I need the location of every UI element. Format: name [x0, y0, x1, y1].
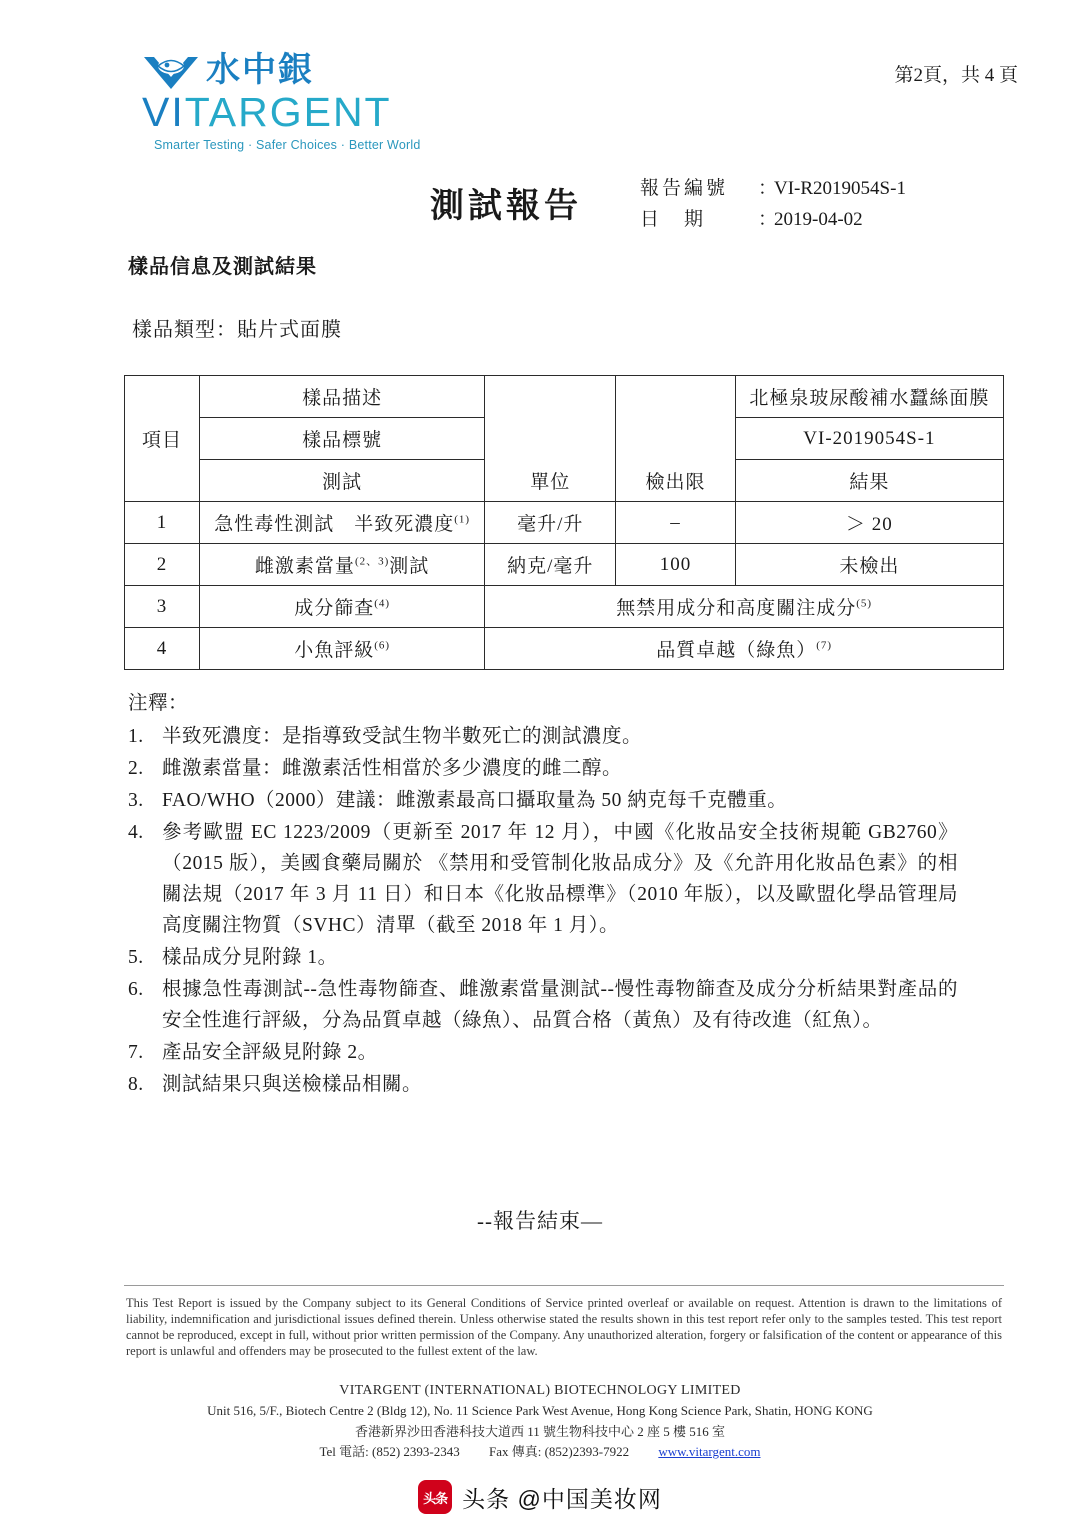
- row-result-text: 品質卓越（綠魚）: [656, 640, 817, 661]
- list-item: [128, 753, 958, 784]
- footer-contact: [0, 1441, 1080, 1460]
- footer-website-link[interactable]: www.vitargent.com: [658, 1444, 761, 1459]
- table-row: [125, 502, 1004, 544]
- logo-chinese-name: 水中銀: [206, 52, 314, 89]
- footer-address-cn: 香港新界沙田香港科技大道西 11 號生物科技中心 2 座 5 樓 516 室: [354, 1424, 726, 1439]
- sample-desc-value: 北極泉玻尿酸補水蠶絲面膜: [735, 376, 1003, 418]
- list-item: [128, 974, 958, 1036]
- report-no-row: [640, 173, 906, 204]
- row-test-sup: (1): [454, 513, 471, 526]
- footer-divider: [124, 1285, 1004, 1286]
- page-title: 測試報告: [430, 188, 582, 225]
- report-no-value: VI-R2019054S-1: [774, 178, 906, 199]
- notes-heading: 注釋：: [128, 693, 189, 714]
- row-result-sup: (7): [816, 639, 833, 652]
- note-text: 測試結果只與送檢樣品相關。: [162, 1074, 423, 1095]
- row-test-tail: 測試: [389, 556, 430, 577]
- list-item: [128, 1069, 958, 1100]
- page-number: 第2頁，共 4 頁: [894, 65, 1018, 86]
- col-item-header: 項目: [125, 376, 200, 502]
- note-number: 6.: [128, 979, 144, 1000]
- section-title: 樣品信息及測試結果: [128, 256, 317, 278]
- row-no: 3: [125, 586, 200, 628]
- report-date-colon: ：: [758, 209, 778, 230]
- note-number: 5.: [128, 947, 144, 968]
- title-row: [0, 178, 1080, 240]
- table-row: [125, 586, 1004, 628]
- row-test-sup: (6): [374, 639, 391, 652]
- report-date-label: 日 期: [640, 209, 707, 230]
- row-result-text: 無禁用成分和高度關注成分: [616, 598, 857, 619]
- report-no-label: 報告編號: [640, 178, 729, 199]
- list-item: [128, 942, 958, 973]
- footer-address-en: Unit 516, 5/F., Biotech Centre 2 (Bldg 12), No. 11 Science Park West Avenue, Hong Kong Science Park, Shatin, HONG KONG: [207, 1403, 873, 1418]
- blank-cell-unit: [485, 376, 616, 418]
- logo-wordmark-prefix: VI: [142, 89, 185, 135]
- row-unit: 納克/毫升: [485, 544, 616, 586]
- row-test: [199, 502, 484, 544]
- row-test-sup: (4): [374, 597, 391, 610]
- logo-wordmark-rest: TARGENT: [184, 89, 392, 135]
- note-text: 參考歐盟 EC 1223/2009（更新至 2017 年 12 月），中國《化妝品安全技術規範 GB2760》（2015 版），美國食藥局關於 《禁用和受管制化妝品成分》及《允許用化妝品色素》的相關法規（2017 年 3 月 11 日）和日本《化妝品標準》（2010 年版），以及歐盟化學品管理局高度關注物質（SVHC）清單（截至 2018 年 1 月）。: [162, 822, 958, 936]
- col-lod-header: 檢出限: [616, 460, 736, 502]
- list-item: [128, 785, 958, 816]
- note-number: 8.: [128, 1074, 144, 1095]
- watermark-bar: [0, 1466, 1080, 1528]
- col-unit-header: 單位: [485, 460, 616, 502]
- sample-code-label: 樣品標號: [199, 418, 484, 460]
- row-test-text: 雌激素當量: [254, 556, 355, 577]
- list-item: [128, 721, 958, 752]
- row-test: [199, 586, 484, 628]
- note-number: 2.: [128, 758, 144, 779]
- row-no: 4: [125, 628, 200, 670]
- table-row-sample-desc: [125, 376, 1004, 418]
- table-row-sample-code: [125, 418, 1004, 460]
- row-no: 1: [125, 502, 200, 544]
- table-row: [125, 628, 1004, 670]
- row-result: [485, 586, 1004, 628]
- col-test-header: 測試: [199, 460, 484, 502]
- note-text: 產品安全評級見附錄 2。: [162, 1042, 378, 1063]
- row-test-text: 急性毒性測試 半致死濃度: [214, 514, 455, 535]
- note-text: 樣品成分見附錄 1。: [162, 947, 338, 968]
- report-date-row: [640, 204, 906, 235]
- blank-cell-unit-2: [485, 418, 616, 460]
- row-test-sup: (2、3): [354, 555, 390, 568]
- logo-wordmark: [142, 89, 470, 135]
- watermark-text: 头条 @中国美妆网: [462, 1485, 662, 1512]
- note-text: 半致死濃度：是指導致受試生物半數死亡的測試濃度。: [162, 726, 643, 747]
- table-row-column-headers: [125, 460, 1004, 502]
- report-no-colon: ：: [758, 178, 778, 199]
- note-number: 4.: [128, 822, 144, 843]
- report-end-mark: --報告結束—: [477, 1209, 603, 1233]
- table-row: [125, 544, 1004, 586]
- row-no: 2: [125, 544, 200, 586]
- row-test: [199, 544, 484, 586]
- footer-tel: Tel 電話: (852) 2393-2343: [319, 1444, 460, 1459]
- note-text: 根據急性毒測試--急性毒物篩查、雌激素當量測試--慢性毒物篩查及成分分析結果對產品的安全性進行評級，分為品質卓越（綠魚）、品質合格（黃魚）及有待改進（紅魚）。: [162, 979, 958, 1031]
- footer-disclaimer: This Test Report is issued by the Company subject to its General Conditions of Service printed overleaf or available on request. Attention is drawn to the limitations of liability, indemnification and jurisdictional issues defined therein. Unless otherwise stated the results shown in this test report refer only to the samples tested. This test report cannot be reproduced, except in full, without prior written permission of the Company. Any unauthorized alteration, forgery or falsification of the content or appearance of this report is unlawful and offenders may be prosecuted to the fullest extent of the law.: [126, 1296, 1002, 1358]
- sample-desc-label: 樣品描述: [199, 376, 484, 418]
- note-number: 7.: [128, 1042, 144, 1063]
- row-result: ＞ 20: [735, 502, 1003, 544]
- results-table: [124, 375, 1004, 670]
- row-test: [199, 628, 484, 670]
- list-item: [128, 817, 958, 941]
- row-unit: 毫升/升: [485, 502, 616, 544]
- row-lod: 100: [616, 544, 736, 586]
- sample-code-value: VI-2019054S-1: [735, 418, 1003, 460]
- blank-cell-lod: [616, 376, 736, 418]
- footer-fax: Fax 傳真: (852)2393-7922: [488, 1444, 630, 1459]
- note-text: 雌激素當量：雌激素活性相當於多少濃度的雌二醇。: [162, 758, 623, 779]
- page-header: [0, 0, 1080, 160]
- row-lod: –: [616, 502, 736, 544]
- vitargent-fish-icon: [140, 49, 202, 93]
- row-test-text: 小魚評級: [294, 640, 375, 661]
- company-logo: [140, 48, 470, 152]
- row-result: 未檢出: [735, 544, 1003, 586]
- logo-tagline: Smarter Testing · Safer Choices · Better World: [154, 138, 421, 152]
- note-number: 1.: [128, 726, 144, 747]
- blank-cell-lod-2: [616, 418, 736, 460]
- report-date-value: 2019-04-02: [774, 209, 863, 230]
- row-result: [485, 628, 1004, 670]
- report-meta: [640, 173, 906, 235]
- toutiao-logo-icon: 头条: [418, 1480, 452, 1514]
- row-test-text: 成分篩查: [294, 598, 375, 619]
- notes-section: [128, 688, 958, 1101]
- footer-company-name: VITARGENT (INTERNATIONAL) BIOTECHNOLOGY LIMITED: [339, 1383, 741, 1398]
- col-result-header: 結果: [735, 460, 1003, 502]
- sample-type: 樣品類型：貼片式面膜: [132, 319, 342, 341]
- row-result-sup: (5): [856, 597, 873, 610]
- note-number: 3.: [128, 790, 144, 811]
- note-text: FAO/WHO（2000）建議：雌激素最高口攝取量為 50 納克每千克體重。: [162, 790, 788, 811]
- list-item: [128, 1037, 958, 1068]
